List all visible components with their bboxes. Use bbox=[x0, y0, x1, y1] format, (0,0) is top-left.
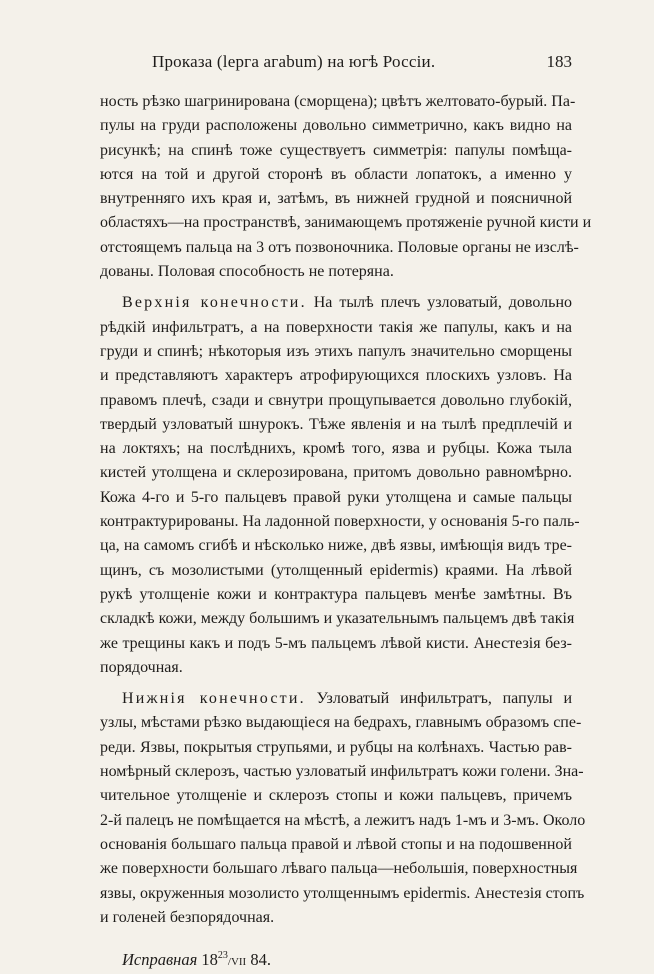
section-heading-upper-limbs: Верхнія конечности. bbox=[122, 294, 307, 312]
text-line: контрактурированы. На ладонной поверхности, у основанія 5-го паль- bbox=[100, 513, 580, 531]
page-number: 183 bbox=[546, 52, 572, 71]
text-line: твердый узловатый шнурокъ. Тѣже явленія и на тылѣ предплечій и bbox=[100, 415, 572, 433]
signature-day: 18 bbox=[201, 950, 218, 970]
text-line: груди и спинѣ; нѣкоторыя изъ этихъ папулъ значительно сморщены bbox=[100, 342, 572, 360]
paragraph-general bbox=[100, 90, 592, 284]
page-body bbox=[100, 90, 592, 974]
section-heading-lower-limbs: Нижнія конечности. bbox=[122, 690, 306, 708]
signature-sup: 23 bbox=[217, 950, 228, 962]
text-line: язвы, окруженныя мозолисто утолщеннымъ epidermis. Анестезія стопъ bbox=[100, 884, 585, 902]
text-line: Кожа 4-го и 5-го пальцевъ правой руки утолщена и самые пальцы bbox=[100, 488, 572, 506]
text-line: складкѣ кожи, между большимъ и указательнымъ пальцемъ двѣ такія bbox=[100, 610, 575, 628]
text-line: на локтяхъ; на послѣднихъ, кромѣ того, язва и рубцы. Кожа тыла bbox=[100, 440, 572, 458]
text-line: порядочная. bbox=[100, 658, 183, 676]
text-line: и голеней безпорядочная. bbox=[100, 908, 275, 926]
text-line: ность рѣзко шагринирована (сморщена); цвѣтъ желтовато-бурый. Па- bbox=[100, 93, 576, 110]
text-line bbox=[100, 291, 572, 315]
text-line: щинъ, съ мозолистыми (утолщенный epidermis) краями. На лѣвой bbox=[100, 561, 572, 579]
page-header bbox=[100, 52, 572, 76]
text-line: же поверхности большаго лѣваго пальца—небольшія, поверхностныя bbox=[100, 860, 578, 878]
text-line: дованы. Половая способность не потеряна. bbox=[100, 263, 394, 281]
text-line: узлы, мѣстами рѣзко выдающіеся на бедрахъ, главнымъ образомъ спе- bbox=[100, 714, 582, 732]
signature-month: /VII bbox=[227, 956, 247, 969]
text-line: ются на той и другой сторонѣ въ области лопатокъ, а именно у bbox=[100, 165, 572, 183]
text-line: рѣдкій инфильтратъ, а на поверхности такія же папулы, какъ и на bbox=[100, 318, 572, 336]
text-line: номѣрный склерозъ, частью узловатый инфильтратъ кожи голени. Зна- bbox=[100, 763, 584, 781]
text-line: ца, на самомъ сгибѣ и нѣсколько ниже, двѣ язвы, имѣющія видъ тре- bbox=[100, 537, 572, 555]
text-line: внутренняго ихъ края и, затѣмъ, въ нижней грудной и поясничной bbox=[100, 190, 572, 208]
text-line: правомъ плечѣ, сзади и свнутри прощупывается довольно глубокій, bbox=[100, 391, 572, 409]
text-line: отстоящемъ пальца на 3 отъ позвоночника. Половые органы не изслѣ- bbox=[100, 238, 579, 256]
paragraph-upper-limbs bbox=[100, 291, 580, 680]
text-line: реди. Язвы, покрытыя струпьями, и рубцы на колѣнахъ. Частью рав- bbox=[100, 738, 572, 756]
text-line-content: Узловатый инфильтратъ, папулы и bbox=[316, 690, 573, 708]
text-line bbox=[100, 687, 572, 711]
text-line: основанія большаго пальца правой и лѣвой стопы и на подошвенной bbox=[100, 835, 572, 853]
signature-year: 84. bbox=[250, 950, 271, 970]
paragraph-lower-limbs bbox=[100, 687, 586, 930]
signature-label: Исправная bbox=[122, 950, 198, 970]
text-line-content: На тылѣ плечъ узловатый, довольно bbox=[313, 294, 573, 312]
text-line: пулы на груди расположены довольно симметрично, какъ видно на bbox=[100, 117, 572, 135]
text-line: областяхъ—на пространствѣ, занимающемъ протяженіе ручной кисти и bbox=[100, 214, 592, 232]
text-line: 2-й палецъ не помѣщается на мѣстѣ, а лежитъ надъ 1-мъ и 3-мъ. Около bbox=[100, 811, 586, 829]
signature-line bbox=[100, 944, 572, 974]
running-title: Проказа (lерга агаbum) на югѣ Россіи. bbox=[152, 52, 436, 71]
text-line: рисункѣ; на спинѣ тоже существуетъ симметрія: папулы помѣща- bbox=[100, 141, 572, 159]
text-line: и представляютъ характеръ атрофирующихся плоскихъ узловъ. На bbox=[100, 367, 572, 385]
text-line: чительное утолщеніе и склерозъ стопы и кожи пальцевъ, причемъ bbox=[100, 787, 572, 805]
text-line: кистей утолщена и склерозирована, притомъ довольно равномѣрно. bbox=[100, 464, 572, 482]
text-line: рукѣ утолщеніе кожи и контрактура пальцевъ менѣе замѣтны. Въ bbox=[100, 585, 572, 603]
text-line: же трещины какъ и подъ 5-мъ пальцемъ лѣвой кисти. Анестезія без- bbox=[100, 634, 572, 652]
